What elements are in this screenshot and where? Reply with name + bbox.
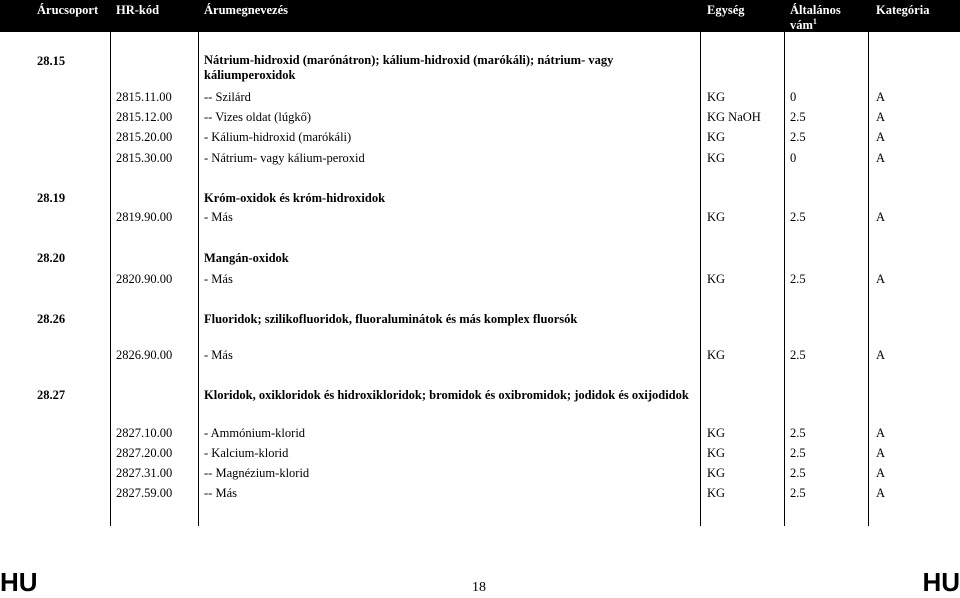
item-unit: KG <box>707 90 726 104</box>
item-rate: 2.5 <box>790 466 806 480</box>
hr-code: 2826.90.00 <box>116 348 173 362</box>
header-vam-footnote: 1 <box>812 17 817 26</box>
group-code: 28.20 <box>37 251 66 265</box>
item-category: A <box>876 348 886 362</box>
item-category: A <box>876 90 886 104</box>
item-category: A <box>876 426 886 440</box>
item-rate: 2.5 <box>790 210 806 224</box>
hr-code: 2820.90.00 <box>116 272 173 286</box>
hr-code: 2815.11.00 <box>116 90 172 104</box>
item-category: A <box>876 466 886 480</box>
group-heading-row <box>0 310 960 328</box>
item-rate: 0 <box>790 90 797 104</box>
hr-code: 2815.30.00 <box>116 151 173 165</box>
page-number: 18 <box>472 580 486 595</box>
header-altalanos: Általános <box>790 3 841 17</box>
item-rate: 2.5 <box>790 348 806 362</box>
header-egyseg: Egység <box>707 3 745 17</box>
item-rate: 2.5 <box>790 272 806 286</box>
item-category: A <box>876 151 886 165</box>
item-description: -- Vizes oldat (lúgkő) <box>204 110 311 124</box>
item-unit: KG <box>707 151 726 165</box>
table-row <box>0 270 960 288</box>
group-code: 28.27 <box>37 388 66 402</box>
item-category: A <box>876 446 886 460</box>
footer-language-code-left: HU <box>0 567 38 597</box>
group-title: Fluoridok; szilikofluoridok, fluoraluminátok és más komplex fluorsók <box>204 312 578 326</box>
header-vam <box>790 17 817 33</box>
table-row <box>0 444 960 462</box>
item-category: A <box>876 130 886 144</box>
table-row <box>0 464 960 482</box>
table-row <box>0 346 960 364</box>
footer-language-code-right: HU <box>922 567 960 597</box>
item-description: - Nátrium- vagy kálium-peroxid <box>204 151 365 165</box>
item-rate: 2.5 <box>790 110 806 124</box>
group-title: Króm-oxidok és króm-hidroxidok <box>204 191 386 205</box>
item-unit: KG <box>707 486 726 500</box>
group-code: 28.19 <box>37 191 66 205</box>
item-category: A <box>876 486 886 500</box>
table-row <box>0 88 960 106</box>
item-rate: 0 <box>790 151 797 165</box>
group-code: 28.15 <box>37 54 66 68</box>
hr-code: 2815.20.00 <box>116 130 173 144</box>
group-title: Kloridok, oxikloridok és hidroxikloridok; bromidok és oxibromidok; jodidok és oxijodidok <box>204 388 689 402</box>
item-description: -- Más <box>204 486 237 500</box>
hr-code: 2819.90.00 <box>116 210 173 224</box>
item-category: A <box>876 110 886 124</box>
item-description: - Kálium-hidroxid (marókáli) <box>204 130 352 144</box>
item-unit: KG NaOH <box>707 110 761 124</box>
group-title: Nátrium-hidroxid (marónátron); kálium-hidroxid (marókáli); nátrium- vagy káliumperoxidok <box>204 53 614 82</box>
header-kategoria: Kategória <box>876 3 930 17</box>
item-category: A <box>876 272 886 286</box>
item-unit: KG <box>707 426 726 440</box>
group-title: Mangán-oxidok <box>204 251 289 265</box>
item-description: - Ammónium-klorid <box>204 426 306 440</box>
item-description: - Más <box>204 348 233 362</box>
table-row <box>0 108 960 126</box>
hr-code: 2815.12.00 <box>116 110 173 124</box>
item-rate: 2.5 <box>790 486 806 500</box>
table-row <box>0 149 960 167</box>
item-unit: KG <box>707 130 726 144</box>
header-megnevezes: Árumegnevezés <box>204 3 288 17</box>
group-heading-row <box>0 52 960 82</box>
table-row <box>0 424 960 442</box>
item-unit: KG <box>707 466 726 480</box>
item-unit: KG <box>707 272 726 286</box>
item-description: - Más <box>204 272 233 286</box>
hr-code: 2827.59.00 <box>116 486 173 500</box>
hr-code: 2827.31.00 <box>116 466 173 480</box>
group-heading-row <box>0 249 960 267</box>
item-unit: KG <box>707 446 726 460</box>
group-heading-row <box>0 189 960 207</box>
table-header <box>0 0 960 32</box>
header-arucsoport: Árucsoport <box>37 3 99 17</box>
group-heading-row <box>0 386 960 404</box>
table-row <box>0 484 960 502</box>
header-vam-text: vám <box>790 18 813 33</box>
table-row <box>0 128 960 146</box>
hr-code: 2827.10.00 <box>116 426 173 440</box>
group-code: 28.26 <box>37 312 66 326</box>
item-description: -- Szilárd <box>204 90 251 104</box>
item-description: -- Magnézium-klorid <box>204 466 310 480</box>
table-row <box>0 208 960 226</box>
item-rate: 2.5 <box>790 426 806 440</box>
header-hrkod: HR-kód <box>116 3 160 17</box>
item-rate: 2.5 <box>790 130 806 144</box>
item-description: - Más <box>204 210 233 224</box>
item-unit: KG <box>707 210 726 224</box>
item-unit: KG <box>707 348 726 362</box>
item-rate: 2.5 <box>790 446 806 460</box>
item-category: A <box>876 210 886 224</box>
hr-code: 2827.20.00 <box>116 446 173 460</box>
item-description: - Kalcium-klorid <box>204 446 289 460</box>
